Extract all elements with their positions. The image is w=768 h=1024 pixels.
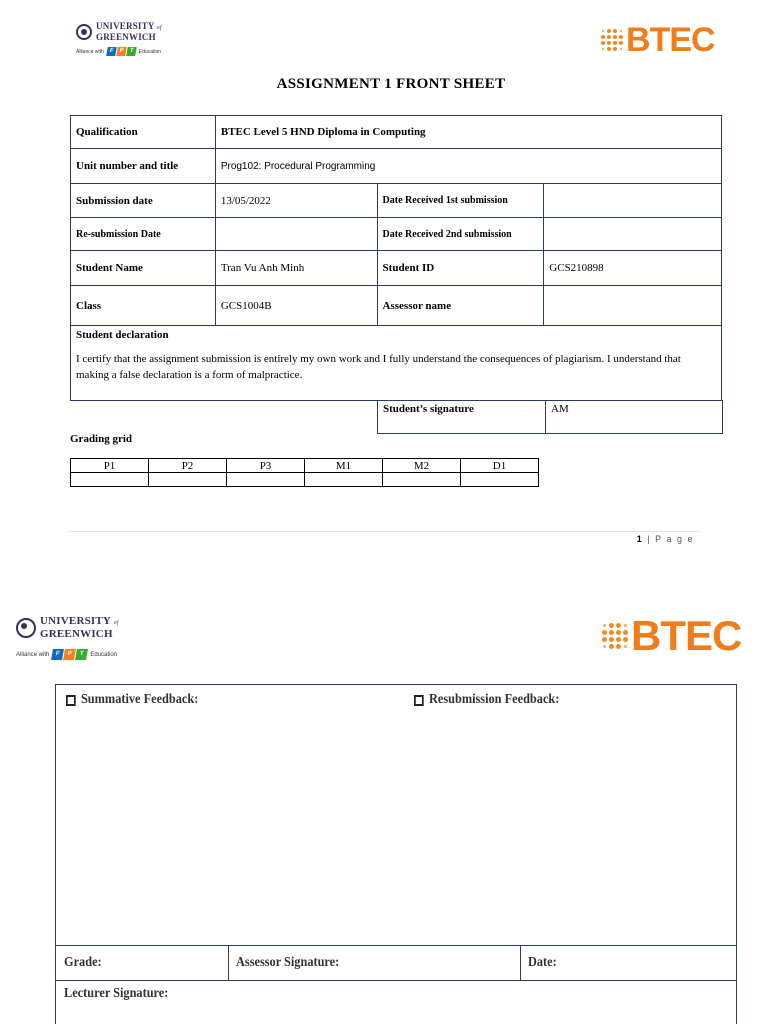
signature-value: AM <box>546 401 723 434</box>
grade-p2: P2 <box>149 459 227 473</box>
fpt-logo-icon: F P T <box>52 649 87 660</box>
submission-date-value: 13/05/2022 <box>215 184 377 218</box>
summative-checkbox-icon[interactable] <box>66 695 76 706</box>
university-logo-page2: UNIVERSITY of GREENWICH Alliance with F P T Education <box>16 616 119 660</box>
class-label: Class <box>71 286 216 326</box>
grade-p3: P3 <box>227 459 305 473</box>
date-received-2-label: Date Received 2nd submission <box>377 218 544 251</box>
btec-dots-icon <box>602 623 628 649</box>
assessor-name-label: Assessor name <box>377 286 544 326</box>
qualification-label: Qualification <box>71 116 216 149</box>
grading-grid <box>70 458 539 487</box>
page-number: 1 | P a g e <box>636 534 694 544</box>
btec-logo: BTEC <box>601 22 715 58</box>
alliance-line: Alliance with F P T Education <box>76 48 162 55</box>
footer-divider <box>68 531 700 532</box>
class-value: GCS1004B <box>215 286 377 326</box>
grade-m1: M1 <box>305 459 383 473</box>
resubmission-checkbox-icon[interactable] <box>414 695 424 706</box>
signature-label: Student’s signature <box>378 401 546 434</box>
submission-date-label: Submission date <box>71 184 216 218</box>
declaration-cell <box>71 326 722 401</box>
btec-dots-icon <box>601 29 623 51</box>
grade-cell <box>383 473 461 487</box>
summative-feedback-heading: Summative Feedback: <box>66 692 198 708</box>
university-name-line1: UNIVERSITY <box>96 21 155 31</box>
declaration-text: I certify that the assignment submission is entirely my own work and I fully understand the consequences of plagiarism. I understand that making a false declaration is a form of malpractice. <box>76 353 681 381</box>
feedback-box <box>55 684 737 1024</box>
date-received-1-value <box>544 184 722 218</box>
assessor-name-value <box>544 286 722 326</box>
university-name-line2: GREENWICH <box>96 32 156 42</box>
page-title: ASSIGNMENT 1 FRONT SHEET <box>276 76 506 92</box>
student-name-label: Student Name <box>71 251 216 286</box>
signature-table <box>377 400 723 434</box>
fpt-logo-icon: F P T <box>107 47 136 56</box>
grade-cell <box>305 473 383 487</box>
university-logo: UNIVERSITY of GREENWICH Alliance with F P T Education <box>76 21 162 55</box>
resubmission-feedback-heading: Resubmission Feedback: <box>414 692 559 708</box>
grade-cell <box>149 473 227 487</box>
grade-row <box>56 945 736 981</box>
student-name-value: Tran Vu Anh Minh <box>215 251 377 286</box>
assessor-signature-label: Assessor Signature: <box>236 955 340 970</box>
lecturer-signature-label: Lecturer Signature: <box>64 986 169 1001</box>
qualification-value: BTEC Level 5 HND Diploma in Computing <box>215 116 721 149</box>
university-crest-icon <box>76 24 92 40</box>
declaration-title: Student declaration <box>76 329 169 341</box>
date-received-1-label: Date Received 1st submission <box>377 184 544 218</box>
grade-m2: M2 <box>383 459 461 473</box>
grade-d1: D1 <box>461 459 539 473</box>
front-sheet-table <box>70 115 722 401</box>
grade-cell <box>227 473 305 487</box>
grading-grid-label: Grading grid <box>70 433 133 445</box>
university-crest-icon <box>16 618 36 638</box>
grade-p1: P1 <box>71 459 149 473</box>
grade-cell <box>71 473 149 487</box>
btec-logo-page2: BTEC <box>602 614 741 658</box>
student-id-label: Student ID <box>377 251 544 286</box>
grade-cell <box>461 473 539 487</box>
resubmission-date-value <box>215 218 377 251</box>
grade-label: Grade: <box>64 955 102 970</box>
date-label: Date: <box>528 955 557 970</box>
unit-value: Prog102: Procedural Programming <box>215 149 721 184</box>
date-received-2-value <box>544 218 722 251</box>
student-id-value: GCS210898 <box>544 251 722 286</box>
unit-label: Unit number and title <box>71 149 216 184</box>
resubmission-date-label: Re-submission Date <box>71 218 216 251</box>
